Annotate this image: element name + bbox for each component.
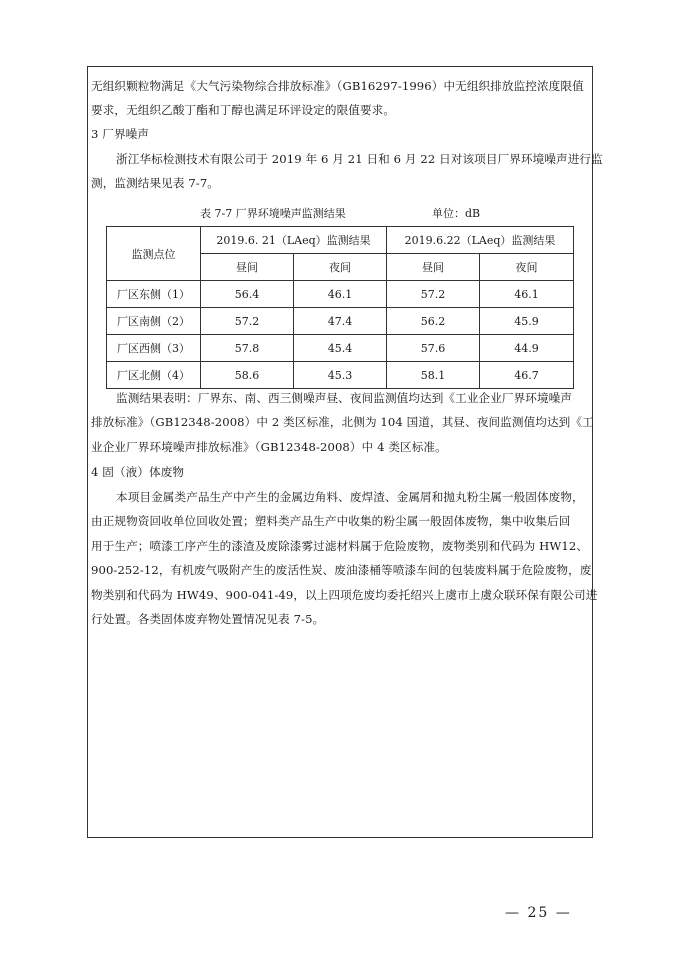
row-night-2: 46.7 [480,362,574,389]
row-point: 厂区北侧（4） [107,362,201,389]
table-row [107,308,574,335]
row-night-1: 46.1 [294,281,387,308]
header-date-1: 2019.6. 21（LAeq）监测结果 [201,227,387,254]
section-4-heading: 4 固（液）体废物 [91,465,185,479]
row-day-2: 57.6 [387,335,480,362]
table-row [107,335,574,362]
intro-line-2: 要求，无组织乙酸丁酯和丁醇也满足环评设定的限值要求。 [91,103,396,117]
row-point: 厂区西侧（3） [107,335,201,362]
section-4-line-6: 行处置。各类固体废弃物处置情况见表 7-5。 [91,612,325,626]
row-day-1: 58.6 [201,362,294,389]
row-point: 厂区东侧（1） [107,281,201,308]
row-day-2: 57.2 [387,281,480,308]
header-night-2: 夜间 [480,254,574,281]
section-4-line-2: 由正规物资回收单位回收处置；塑料类产品生产中收集的粉尘属一般固体废物，集中收集后回 [91,514,571,528]
section-3-line-1: 浙江华标检测技术有限公司于 2019 年 6 月 21 日和 6 月 22 日对该项目厂界环境噪声进行监 [116,152,603,166]
row-night-2: 46.1 [480,281,574,308]
row-day-1: 57.2 [201,308,294,335]
row-night-2: 45.9 [480,308,574,335]
intro-line-1: 无组织颗粒物满足《大气污染物综合排放标准》（GB16297-1996）中无组织排放监控浓度限值 [91,79,584,93]
row-night-1: 45.3 [294,362,387,389]
table-row [107,362,574,389]
section-4-line-1: 本项目金属类产品生产中产生的金属边角料、废焊渣、金属屑和抛丸粉尘属一般固体废物， [116,490,584,504]
section-4-line-3: 用于生产；喷漆工序产生的漆渣及废除漆雾过滤材料属于危险废物，废物类别和代码为 HW12、 [91,539,589,553]
header-date-2: 2019.6.22（LAeq）监测结果 [387,227,574,254]
row-night-1: 47.4 [294,308,387,335]
row-day-1: 57.8 [201,335,294,362]
table-caption: 表 7-7 厂界环境噪声监测结果 [200,207,346,220]
section-3-line-2: 测，监测结果见表 7-7。 [91,176,219,190]
section-3-heading: 3 厂界噪声 [91,127,150,141]
header-night-1: 夜间 [294,254,387,281]
row-night-2: 44.9 [480,335,574,362]
note-line-1: 监测结果表明：厂界东、南、西三侧噪声昼、夜间监测值均达到《工业企业厂界环境噪声 [116,391,573,405]
note-line-2: 排放标准》（GB12348-2008）中 2 类区标准，北侧为 104 国道，其昼、夜间监测值均达到《工 [91,415,594,429]
noise-table [106,226,574,389]
note-line-3: 业企业厂界环境噪声排放标准》（GB12348-2008）中 4 类区标准。 [91,440,447,454]
header-day-2: 昼间 [387,254,480,281]
row-night-1: 45.4 [294,335,387,362]
header-point: 监测点位 [107,227,201,281]
section-4-line-4: 900-252-12，有机废气吸附产生的废活性炭、废油漆桶等喷漆车间的包装废料属于危险废物，废 [91,563,592,577]
row-day-1: 56.4 [201,281,294,308]
row-point: 厂区南侧（2） [107,308,201,335]
row-day-2: 56.2 [387,308,480,335]
table-row [107,281,574,308]
table-unit: 单位：dB [432,207,481,220]
row-day-2: 58.1 [387,362,480,389]
header-day-1: 昼间 [201,254,294,281]
section-4-line-5: 物类别和代码为 HW49、900-041-49，以上四项危废均委托绍兴上虞市上虞众联环保有限公司进 [91,588,598,602]
page-number: — 25 — [505,905,572,921]
